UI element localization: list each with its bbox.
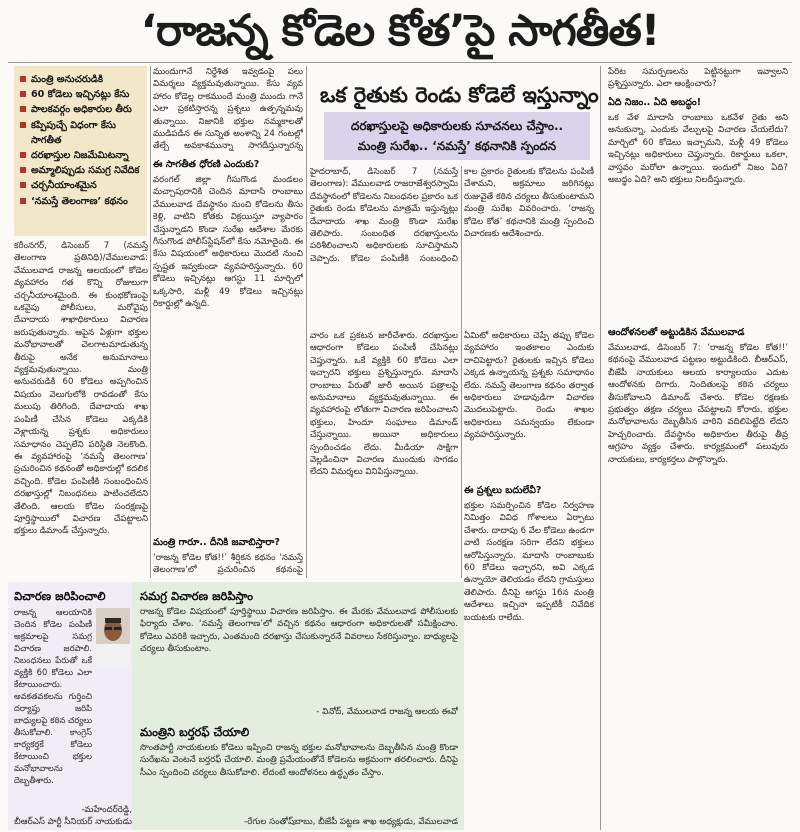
col5-top: పేరిట సమర్పణలను పెట్టినట్టుగా ఇవ్వాలని ప్రశ్నిస్తున్నారు. ఎలా ఆంక్షించారు? <box>608 67 788 90</box>
col2-body: వరంగల్ జిల్లా గీసుగొండ మండలం మచ్చాపురానికి చెందిన మాదాసి రాంబాబు వేములవాడ దేవస్థానం నుంచి కోడెలను తీసు కెళ్లి, వాటిని కోతకు విక్రయిస్తూ వ్యాపారం చేస్తున్నాడని కొండా సురేఖ ఆదేశాల మేరకు గీసుగొండ పోలీస్‌స్టేషన్‌లో కేసు నమోదైంది. ఈ కేసు విషయంలో అధికారులు మొదటి నుంచి స్పష్టత ఇవ్వకుండా వ్యవహరిస్తున్నారు. 60 కోడెలు ఇచ్చినట్లు ఆగస్టు 11 మార్చిలో ఒక్కసారి, మళ్లీ 49 కోడెలు ఇచ్చినట్లు రికార్డుల్లో ఉన్నది. <box>153 175 303 310</box>
col4-body: ఏమిటో అధికారులు చెప్పే తప్పు కోడెల వ్యవహారం ఇంతకాలం ఎందుకు దాచిపెట్టారు? రైతులకు ఇచ్చిన కోడెలు ఎక్కడ ఉన్నాయన్న ప్రశ్నకు సమాధానం లేదు. నమస్తే తెలంగాణ కథనం తర్వాత అధికారులు హడావుడిగా విచారణ మొదలుపెట్టారు. రెండు శాఖల అధికారులు సమన్వయం లేకుండా వ్యవహరిస్తున్నారు. <box>464 331 594 441</box>
opinion-signature-role: బీఆర్‌ఎస్ పార్టీ సీనియర్ నాయకుడు <box>14 817 132 827</box>
col2-minister-body: ‘రాజన్న కోడెల కోత!!’ శీర్షికన కథనం ‘నమస్తే తెలంగాణ’లో ప్రచురించిన కథనంపై <box>153 553 303 576</box>
section-heading-protests: ఆందోళనలతో అట్టుడికిన వేములవాడ <box>608 327 745 338</box>
section-heading-delay: ఈ సాగతీత ధోరణి ఎందుకు? <box>153 159 260 170</box>
statement2-signature: -రేగుల సంతోష్‌బాబు, బీజేపీ పట్టణ శాఖ అధ్యక్షుడు, వేములవాడ <box>244 817 458 827</box>
dateline-paragraph: కరీంనగర్, డిసెంబర్ 7 (నమస్తే తెలంగాణ ప్రతినిధి)/వేములవాడ: వేములవాడ రాజన్న ఆలయంలో కోడెల వ్యవహారం గత కొన్ని రోజులుగా చర్చనీయాంశమైంది. ఈ కుంభకోణంపై ఒకవైపు పోలీసులు, మరోవైపు దేవాదాయ శాఖాధికారులు విచారణ జరుపుతున్నారు. ఆపైన ఏళ్లుగా భక్తుల మనోభావాలతో చెలగాటమాడుతున్న తీరుపై అనేక అనుమానాలు వ్యక్తమవుతున్నాయి. మంత్రి అనుచరుడికి 60 కోడెలు అప్పగించిన విషయం వెలుగులోకి రావడంతో కేసు మలుపు తిరిగింది. దేవాదాయ శాఖ పంపిణీ చేసిన కోడెలు ఎక్కడికి వెళ్లాయన్న ప్రశ్నకు అధికారులు సమాధానం చెప్పలేని పరిస్థితి నెలకొంది. ఈ వ్యవహారంపై ‘నమస్తే తెలంగాణ’ ప్రచురించిన కథనంతో అధికారుల్లో కదలిక వచ్చింది. కోడెల పంపిణీకి సంబంధించిన దరఖాస్తుల్లో నిబంధనలు పాటించలేదని తేలింది. ఆలయ కోడెల సంరక్షణపై పూర్తిస్థాయిలో విచారణ చేపట్టాలని భక్తులు డిమాండ్ చేస్తున్నారు. <box>14 241 148 537</box>
statement1-signature: - వినోద్, వేములవాడ రాజన్న ఆలయ ఈవో <box>316 707 458 717</box>
statement2-title: మంత్రిని బర్తరఫ్ చేయాలి <box>140 725 250 739</box>
col5-protests-body: వేములవాడ, డిసెంబర్ 7: ‘రాజన్న కోడెల కోత!!’ కథనంపై వేములవాడ పట్టణం అట్టుడికింది. బీఆర్‌ఎస్, బీజేపీ నాయకులు ఆలయ కార్యాలయం ఎదుట ఆందోళనకు దిగారు. నిందితులపై కఠిన చర్యలు తీసుకోవాలని డిమాండ్ చేశారు. కోడెల రక్షణకు ప్రభుత్వం తక్షణ చర్యలు చేపట్టాలని కోరారు. భక్తుల మనోభావాలను దెబ్బతీసిన వారిని వదిలిపెట్టేది లేదని హెచ్చరించారు. దేవస్థానం అధికారుల తీరుపై తీవ్ర ఆగ్రహం వ్యక్తం చేశారు. కార్యక్రమంలో పలువురు నాయకులు, కార్యకర్తలు పాల్గొన్నారు. <box>608 343 788 465</box>
page-headline: ‘రాజన్న కోడెల కోత’పై సాగతీత! <box>140 6 660 56</box>
story-subhead-1: దరఖాస్తులపై అధికారులకు సూచనలు చేస్తాం.. <box>350 119 564 133</box>
section-heading-questions: ఈ ప్రశ్నలు బదులేవీ? <box>464 485 542 496</box>
highlights-list <box>19 72 142 209</box>
headline-rule <box>8 62 792 63</box>
col4-questions-body: భక్తుల సమర్పించిన కోడెల నిర్వహణ నిమిత్తం వివిధ గోశాలలు ఏర్పాటు చేశారు. దాదాపు 6 వేల కోడెలు ఉండగా వాటి సంరక్షణ సరిగా లేదని భక్తులు ఆరోపిస్తున్నారు. మాదాసి రాంబాబుకు 60 కోడెలు ఇచ్చారని, అవి ఎక్కడ ఉన్నాయో తెలియడం లేదని గ్రామస్తులు తెలిపారు. దీనిపై ఆగస్టు 16న మంత్రి ఆదేశాలు ఇచ్చినా ఇప్పటికీ నివేదిక బయటకు రాలేదు. <box>464 501 594 623</box>
highlight-item: దరఖాస్తుల నిజమేమిటన్నా <box>19 148 142 163</box>
column-divider <box>150 66 151 578</box>
story-headline: ఒక రైతుకు రెండు కోడెలే ఇస్తున్నాం <box>320 83 599 107</box>
highlight-item: అమ్మాలిప్పుడు సమగ్ర నివేదిక <box>19 163 142 178</box>
statement1-title: సమగ్ర విచారణ జరిపిస్తాం <box>140 589 254 603</box>
opinion-signature: -మహేందర్‌రెడ్డి, <box>81 805 132 815</box>
statement2-body: సొంతపార్టీ నాయకులకు కోడెలు ఇప్పించి రాజన్న భక్తుల మనోభావాలను దెబ్బతీసిన మంత్రి కొండా సురేఖను వెంటనే బర్తరఫ్ చేయాలి. మంత్రి ప్రమేయంతోనే కోడెలను అక్రమంగా తరలించారు. దీనిపై సీఎం స్పందించి చర్యలు తీసుకోవాలి. లేదంటే ఆందోళనలు ఉద్ధృతం చేస్తాం. <box>140 743 458 778</box>
story-subhead-box <box>324 112 590 160</box>
highlight-item: ‘నమస్తే తెలంగాణ’ కథనం <box>19 194 142 209</box>
highlights-box <box>14 66 147 236</box>
highlight-item: 60 కోడెలు ఇచ్చినట్లు కేసు <box>19 87 142 102</box>
col2-top-paragraph: ముందుగానే నిర్ధేశిత ఇవ్వడంపై పలు విమర్శలు వ్యక్తమవుతున్నాయి. కేసు వ్యవ హారం కోడెల్ల రాకముందే మంత్రి ముందు గానే ఎలా ప్రకటిస్తారన్న ప్రశ్నలు ఉత్పన్నమవు తున్నాయి. నిజానికి భక్తుల నమ్మకాలతో ముడిపడిన ఈ సున్నిత అంశాన్ని 24 గంటల్లో తేల్చే అవకాశమున్నా సాగదీస్తున్నారన్న <box>153 67 303 152</box>
highlight-item: మంత్రి అనుచరుడికి <box>19 72 142 87</box>
column-divider <box>600 66 601 830</box>
column-divider <box>306 66 307 578</box>
story-body-right: కాల ప్రకారం రైతులకు కోడెలను పంపిణీ చేశామని, అక్రమాలు జరిగినట్లు రుజువైతే కఠిన చర్యలు తీసుకుంటామని మంత్రి సురేఖ వివరించారు. ‘రాజన్న కోడెల కోత’ కథనానికి మంత్రి స్పందించి విచారణకు ఆదేశించారు. <box>464 167 594 240</box>
highlight-item: చర్చనీయాంశమైన <box>19 178 142 193</box>
opinion-title: విచారణ జరిపించాలి <box>14 589 106 603</box>
col1-body <box>14 240 148 578</box>
column-divider <box>461 166 462 578</box>
portrait-photo <box>96 608 130 668</box>
highlight-item: పాలకవర్గం అధికారుల తీరు <box>19 102 142 117</box>
section-heading-minister: మంత్రి గారూ.. దీనికి జవాబిస్తారా? <box>153 537 280 548</box>
statement1-body: రాజన్న కోడెల విషయంలో పూర్తిస్థాయి విచారణ జరిపిస్తాం. ఈ మేరకు వేములవాడ పోలీసులకు ఫిర్యాదు చేశాం. ‘నమస్తే తెలంగాణ’లో వచ్చిన కథనం ఆధారంగా అధికారులతో సమీక్షించాం. కోడెలు ఎవరికి ఇచ్చారు, ఎంతమంది దరఖాస్తు చేసుకున్నారనే వివరాలు సేకరిస్తున్నాం. బాధ్యులపై చర్యలు తీసుకుంటాం. <box>140 607 458 655</box>
col5-truth-body: ఒక వేళ మాదాసి రాంబాబు ఒకవేళ రైతు అని అనుకున్నా, ఎందుకు వేల్పులపై విచారణ చేయలేదు? మార్చిలో 60 కోడెలు ఇచ్చామని, మళ్లీ 49 కోడెలు ఇచ్చినట్లు అధికారులు చెప్తున్నారు. రికార్డులు ఒకలా, వాస్తవం మరోలా ఉన్నాయి. ఇందులో నిజం ఏది? అబద్ధం ఏది? అని భక్తులు నిలదీస్తున్నారు. <box>608 113 788 186</box>
highlight-item: కప్పిపుచ్చే విధంగా కేసు సాగతీత <box>19 118 142 148</box>
col3-body: వారం ఒక ప్రకటన జారీచేశారు. దరఖాస్తుల ఆధారంగా కోడెలు పంపిణీ చేసినట్లు చెప్తున్నారు. ఒకే వ్యక్తికి 60 కోడెలు ఎలా ఇచ్చారని భక్తులు ప్రశ్నిస్తున్నారు. మాదాసి రాంబాబు పేరుతో జారీ అయిన పత్రాలపై అనుమానాలు వ్యక్తమవుతున్నాయి. ఈ వ్యవహారంపై లోతుగా విచారణ జరిపించాలని భక్తులు, హిందూ సంఘాలు డిమాండ్ చేస్తున్నాయి. అయినా అధికారులు స్పందించడం లేదు. మీడియా సాక్షిగా వెల్లడించినా విచారణ ముందుకు సాగడం లేదని విమర్శలు వినిపిస్తున్నాయి. <box>310 331 458 478</box>
section-heading-truth: ఏది నిజం.. ఏది అబద్ధం! <box>608 97 702 108</box>
opinion-body: రాజన్న ఆలయానికి చెందిన కోడెల పంపిణీ అక్రమాలపై సమగ్ర విచారణ జరపాలి. నిబంధనలు పేరుతో ఒకే వ్యక్తికి 60 కోడెలు ఎలా కేటాయించారు. అవకతవకలను గుర్తించి దర్యాప్తు జరిపి బాధ్యులపై కఠిన చర్యలు తీసుకోవాలి. కాంగ్రెస్ కార్యకర్తకే కోడెలు కేటాయించి భక్తుల మనోభావాలను దెబ్బతీశారు. <box>14 607 92 785</box>
story-body-left: హైదరాబాద్, డిసెంబర్ 7 (నమస్తే తెలంగాణ): వేములవాడ రాజరాజేశ్వరస్వామి దేవస్థానంలో కోడెలను నిబంధనల ప్రకారం ఒక రైతుకు రెండు కోడెలను మాత్రమే ఇస్తున్నట్లు దేవాదాయ శాఖ మంత్రి కొండా సురేఖ తెలిపారు. సంబంధిత దరఖాస్తులను పరిశీలించాలని అధికారులకు సూచిస్తామని చెప్పారు. కోడెల పంపిణీకి సంబంధించి <box>310 167 458 264</box>
story-subhead-2: మంత్రి సురేఖ.. ‘నమస్తే’ కథనానికి స్పందన <box>357 139 557 153</box>
